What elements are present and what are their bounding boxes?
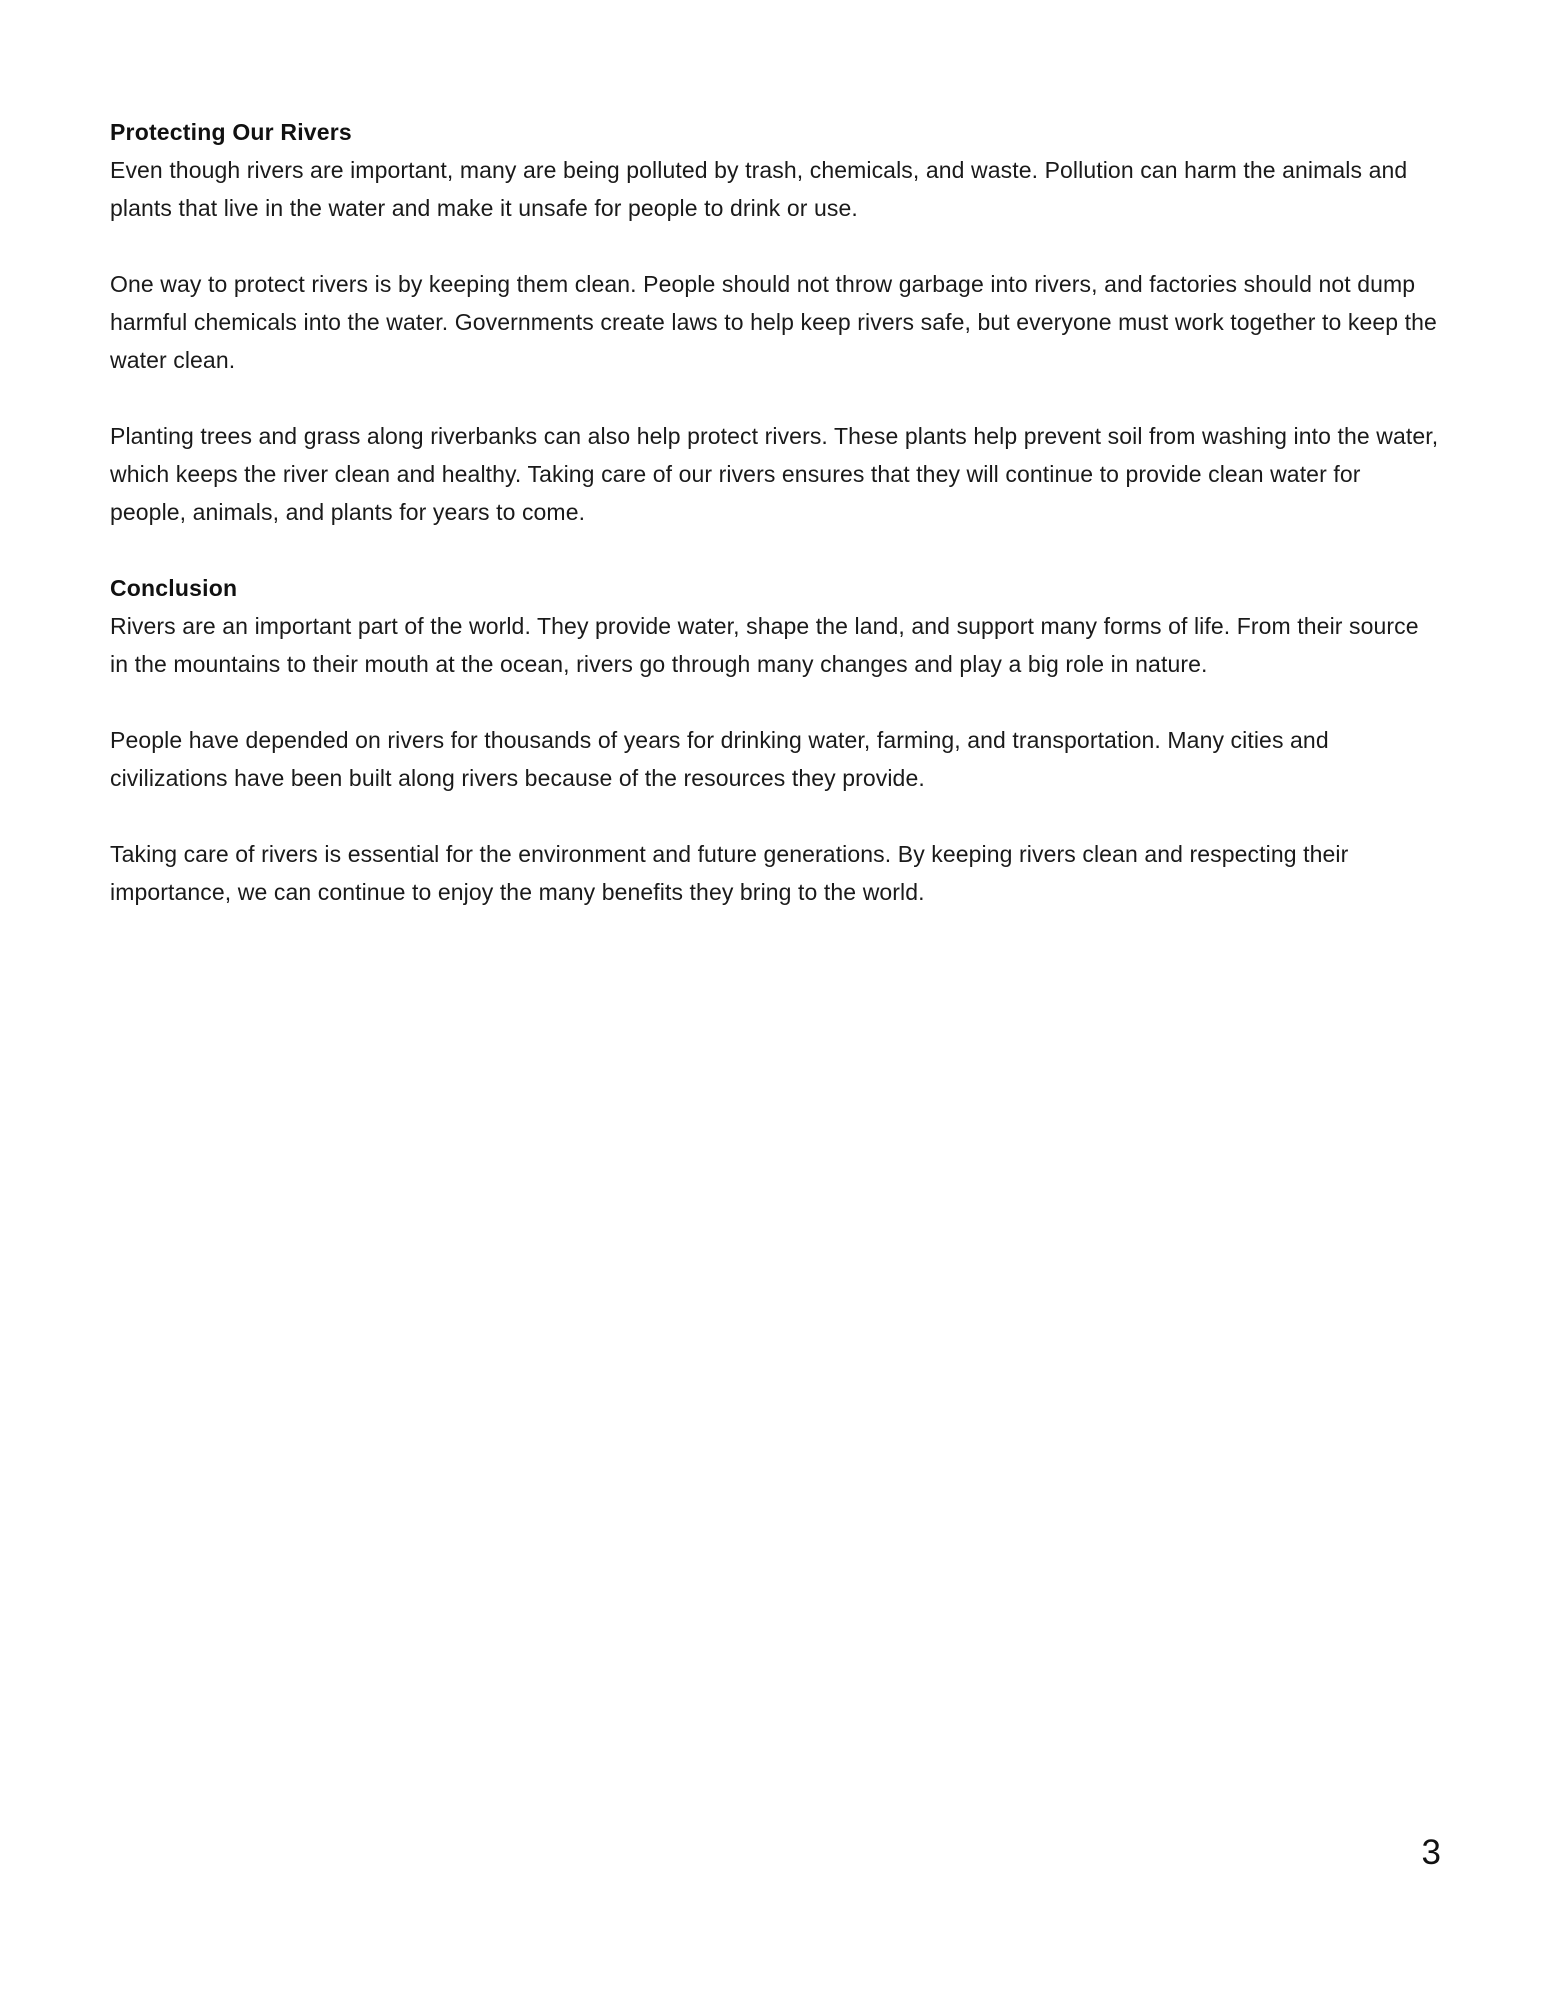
paragraph: People have depended on rivers for thousands of years for drinking water, farming, and transportation. Many cities and civilizations have been built along rivers because of the resources they provide. [110,727,1329,791]
section-conclusion [110,569,1440,911]
paragraph: Planting trees and grass along riverbanks can also help protect rivers. These plants help prevent soil from washing into the water, which keeps the river clean and healthy. Taking care of our rivers ensures that they will continue to provide clean water for people, animals, and plants for years to come. [110,423,1439,525]
page-number: 3 [1421,1833,1441,1872]
page-content [110,113,1440,911]
section-heading-protecting-our-rivers: Protecting Our Rivers [110,119,352,145]
section-protecting-our-rivers [110,113,1440,531]
paragraph: Even though rivers are important, many are being polluted by trash, chemicals, and waste. Pollution can harm the animals and plants that live in the water and make it unsafe for people to drink or use. [110,157,1408,221]
paragraph: Taking care of rivers is essential for the environment and future generations. By keeping rivers clean and respecting their importance, we can continue to enjoy the many benefits they bring to the world. [110,841,1349,905]
section-heading-conclusion: Conclusion [110,575,238,601]
paragraph: Rivers are an important part of the world. They provide water, shape the land, and support many forms of life. From their source in the mountains to their mouth at the ocean, rivers go through many changes and play a big role in nature. [110,613,1419,677]
paragraph: One way to protect rivers is by keeping them clean. People should not throw garbage into rivers, and factories should not dump harmful chemicals into the water. Governments create laws to help keep rivers safe, but everyone must work together to keep the water clean. [110,271,1437,373]
